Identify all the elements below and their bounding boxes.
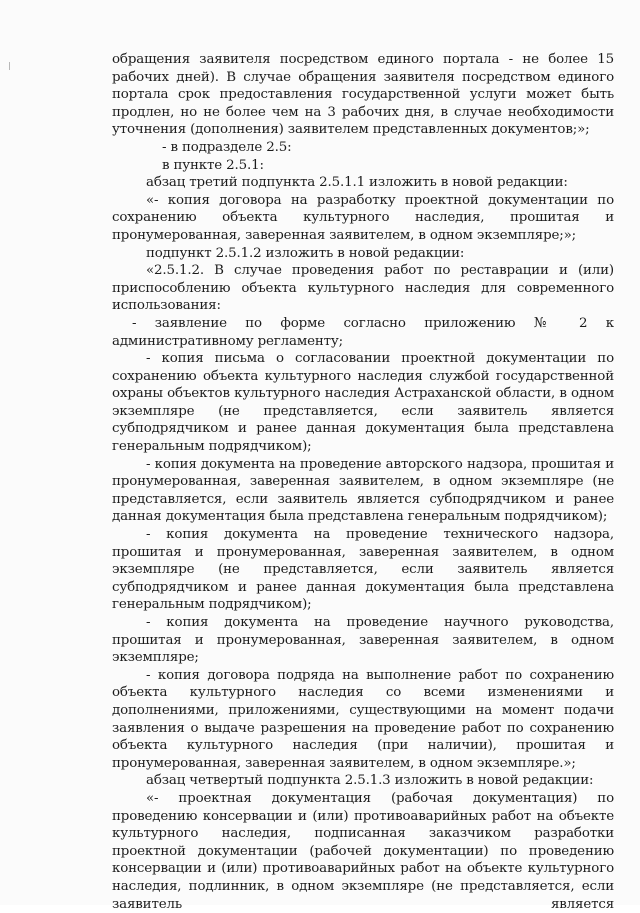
paragraph-list-item: - копия документа на проведение научного руководства, прошитая и пронумерованная, заверенная заявителем, в одном экземпляре;	[112, 615, 614, 666]
paragraph-instruction: абзац третий подпункта 2.5.1.1 изложить в новой редакции:	[146, 175, 568, 191]
paragraph-instruction: абзац четвертый подпункта 2.5.1.3 изложить в новой редакции:	[146, 773, 594, 789]
paragraph-list-item: - копия договора подряда на выполнение работ по сохранению объекта культурного наследия со всеми изменениями и дополнениями, приложениями, существующими на момент подачи заявления о выдаче разрешения на проведение работ по сохранению объекта культурного наследия (при наличии), прошитая и пронумерованная, заверенная заявителем, в одном экземпляре.»;	[112, 667, 614, 771]
paragraph-subsection: - в подразделе 2.5:	[162, 139, 292, 155]
paragraph-quote: «2.5.1.2. В случае проведения работ по реставрации и (или) приспособлению объекта культурного наследия для современного использования:	[112, 263, 614, 314]
paragraph-quote: «- копия договора на разработку проектной документации по сохранению объекта культурного наследия, прошитая и пронумерованная, заверенная заявителем, в одном экземпляре;»;	[112, 192, 614, 243]
paragraph-continuation: обращения заявителя посредством единого портала - не более 15 рабочих дней). В случае обращения заявителя посредством единого портала срок предоставления государственной услуги может быть продлен, но не более чем на 3 рабочих дня, в случае необходимости уточнения (дополнения) заявителем представленных документов;»;	[112, 52, 614, 138]
paragraph-list-item: - заявление по форме согласно приложению № 2 к административному регламенту;	[112, 315, 614, 349]
paragraph-item: в пункте 2.5.1:	[162, 157, 264, 173]
paragraph-list-item: - копия документа на проведение авторского надзора, прошитая и пронумерованная, заверенная заявителем, в одном экземпляре (не представляется, если заявитель является субподрядчиком и ранее данная документация была представлена генеральным подрядчиком);	[112, 456, 614, 525]
paragraph-instruction: подпункт 2.5.1.2 изложить в новой редакции:	[146, 245, 465, 261]
scan-artifact-mark	[9, 62, 10, 70]
paragraph-quote: «- проектная документация (рабочая документация) по проведению консервации и (или) противоаварийных работ на объекте культурного наследия, подписанная заказчиком разработки проектной документации (рабочей документации) по проведению консервации и (или) противоаварийных работ на объекте культурного наследия, подлинник, в одном экземпляре (не представляется, если заявитель является	[112, 790, 614, 912]
document-body	[112, 51, 614, 913]
paragraph-list-item: - копия документа на проведение технического надзора, прошитая и пронумерованная, заверенная заявителем, в одном экземпляре (не представляется, если заявитель является субподрядчиком и ранее данная документация была представлена генеральным подрядчиком);	[112, 527, 614, 613]
paragraph-list-item: - копия письма о согласовании проектной документации по сохранению объекта культурного наследия службой государственной охраны объектов культурного наследия Астраханской области, в одном экземпляре (не представляется, если заявитель является субподрядчиком и ранее данная документация была представлена генеральным подрядчиком);	[112, 351, 614, 455]
